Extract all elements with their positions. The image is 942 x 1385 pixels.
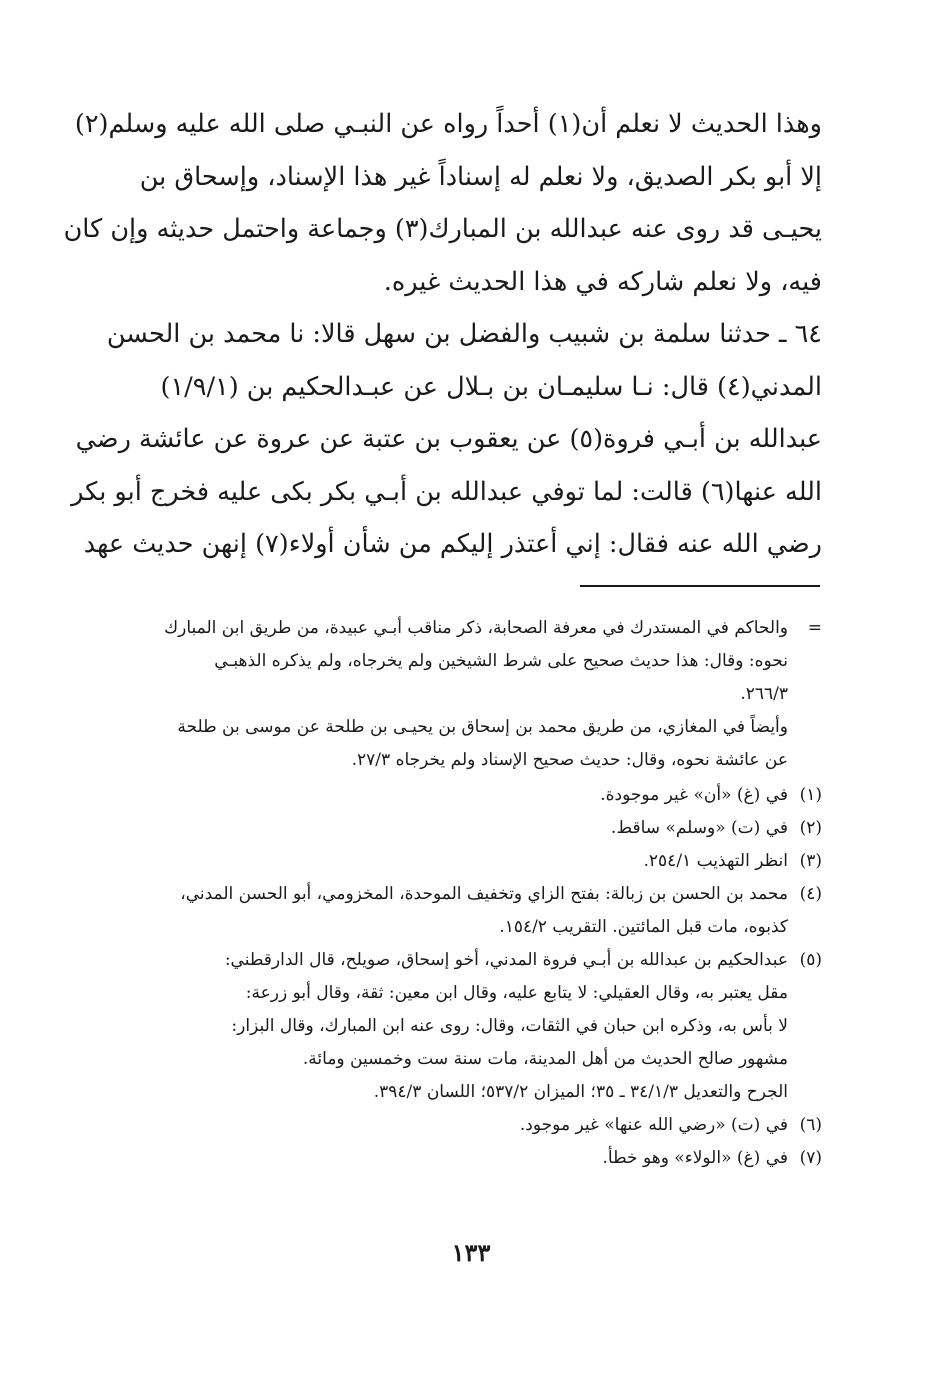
footnote-line: محمد بن الحسن بن زبالة: بفتح الزاي وتخفيف الموحدة، المخزومي، أبو الحسن المدني، xyxy=(180,884,788,904)
page-number: ١٣٣ xyxy=(451,1238,491,1267)
footnote-marker: (٥) xyxy=(799,950,822,970)
footnote-3 xyxy=(120,845,822,878)
hadith-line: عبدالله بن أبـي فروة(٥) عن يعقوب بن عتبة عن عروة عن عائشة رضي xyxy=(75,424,822,455)
footnote-line: مشهور صالح الحديث من أهل المدينة، مات سنة ست وخمسين ومائة. xyxy=(302,1049,788,1069)
hadith-line: ٦٤ ـ حدثنا سلمة بن شبيب والفضل بن سهل قالا: نا محمد بن الحسن xyxy=(106,319,822,349)
footnote-marker: (٢) xyxy=(799,818,822,838)
footnote-line: عن عائشة نحوه، وقال: حديث صحيح الإسناد ولم يخرجاه ٢٧/٣. xyxy=(351,750,788,770)
footnote-line: لا بأس به، وذكره ابن حبان في الثقات، وقال: روى عنه ابن المبارك، وقال البزار: xyxy=(231,1016,788,1036)
footnote-line: والحاكم في المستدرك في معرفة الصحابة، ذكر مناقب أبـي عبيدة، من طريق ابن المبارك xyxy=(164,618,788,638)
footnote-7 xyxy=(120,1142,822,1175)
footnote-line: وأيضاً في المغازي، من طريق محمد بن إسحاق بن يحيـى بن طلحة عن موسى بن طلحة xyxy=(177,717,788,737)
footnote-continuation xyxy=(120,612,822,777)
hadith-line: المدني(٤) قال: نـا سليمـان بن بـلال عن عبـدالحكيم بن (١/٩/١) xyxy=(160,371,822,402)
paragraph-1 xyxy=(63,98,822,308)
footnote-marker: (٣) xyxy=(799,851,822,871)
footnote-line: في (غ) «أن» غير موجودة. xyxy=(600,785,788,805)
footnote-6 xyxy=(120,1109,822,1142)
hadith-line: رضي الله عنه فقال: إني أعتذر إليكم من شأن أولاء(٧) إنهن حديث عهد xyxy=(83,529,822,560)
hadith-64-entry xyxy=(71,308,822,571)
footnote-divider xyxy=(580,585,820,587)
footnote-marker: (٧) xyxy=(799,1148,822,1168)
footnote-line: في (ت) «رضي الله عنها» غير موجود. xyxy=(519,1115,788,1135)
footnote-5 xyxy=(120,944,822,1109)
hadith-line: الله عنها(٦) قالت: لما توفي عبدالله بن أبـي بكر بكى عليه فخرج أبو بكر xyxy=(71,476,822,507)
footnotes xyxy=(120,612,822,1175)
paragraph-1-line: إلا أبو بكر الصديق، ولا نعلم له إسناداً غير هذا الإسناد، وإسحاق بن xyxy=(139,161,822,192)
footnote-2 xyxy=(120,812,822,845)
footnote-line: في (غ) «الولاء» وهو خطأ. xyxy=(602,1148,788,1168)
footnote-line: كذبوه، مات قبل المائتين. التقريب ١٥٤/٢. xyxy=(499,917,788,937)
continuation-marker: = xyxy=(807,618,822,638)
footnote-marker: (٤) xyxy=(799,884,822,904)
footnote-marker: (١) xyxy=(799,785,822,805)
paragraph-1-line: يحيـى قد روى عنه عبدالله بن المبارك(٣) وجماعة واحتمل حديثه وإن كان xyxy=(63,214,822,245)
footnote-line: مقل يعتبر به، وقال العقيلي: لا يتابع عليه، وقال ابن معين: ثقة، وقال أبو زرعة: xyxy=(245,983,788,1003)
paragraph-1-line: فيه، ولا نعلم شاركه في هذا الحديث غيره. xyxy=(383,266,822,297)
footnote-4 xyxy=(120,878,822,944)
footnote-1 xyxy=(120,779,822,812)
footnote-line: انظر التهذيب ٢٥٤/١. xyxy=(643,851,788,871)
footnote-line: في (ت) «وسلم» ساقط. xyxy=(610,818,788,838)
footnote-line: ٢٦٦/٣. xyxy=(740,684,788,704)
paragraph-1-line: وهذا الحديث لا نعلم أن(١) أحداً رواه عن النبـي صلى الله عليه وسلم(٢) xyxy=(74,109,822,139)
footnote-marker: (٦) xyxy=(799,1115,822,1135)
footnote-line: الجرح والتعديل ٣٤/١/٣ ـ ٣٥؛ الميزان ٥٣٧/٢؛ اللسان ٣٩٤/٣. xyxy=(373,1082,788,1102)
footnote-line: عبدالحكيم بن عبدالله بن أبـي فروة المدني، أخو إسحاق، صويلح، قال الدارقطني: xyxy=(224,950,788,970)
footnote-line: نحوه: وقال: هذا حديث صحيح على شرط الشيخين ولم يخرجاه، ولم يذكره الذهبـي xyxy=(214,651,788,671)
